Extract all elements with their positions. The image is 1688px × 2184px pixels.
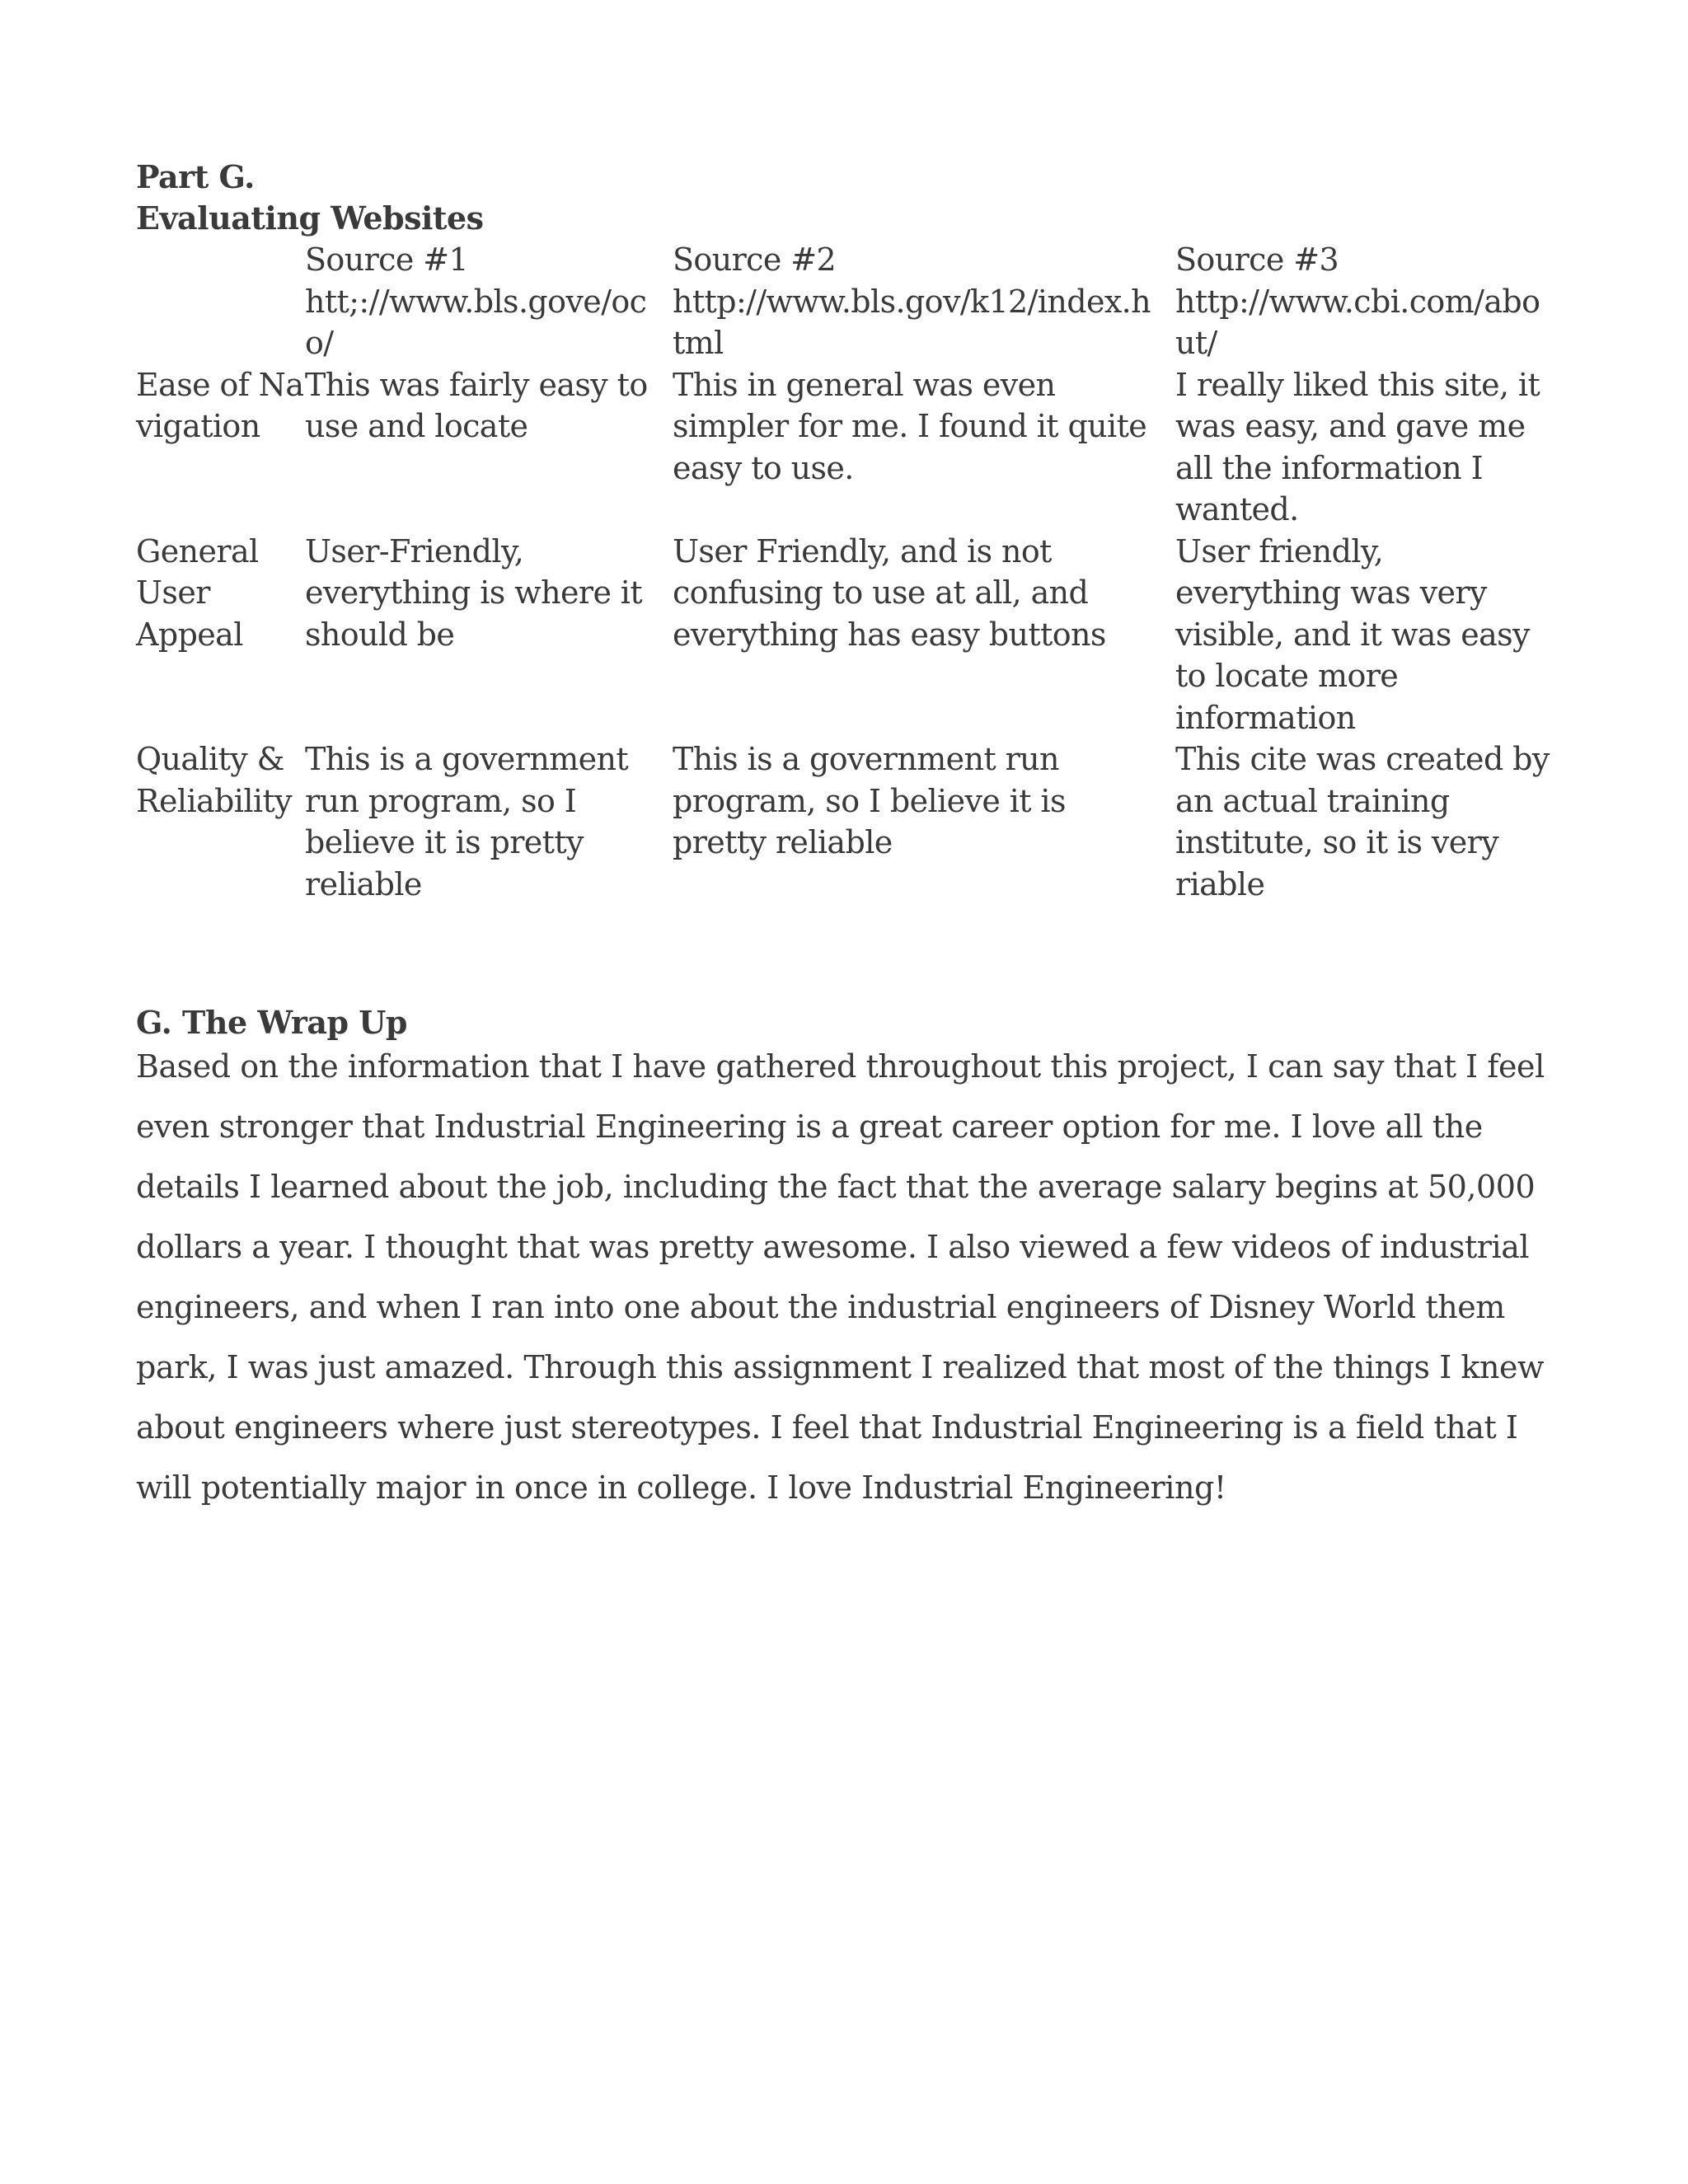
document-page <box>136 157 1554 1518</box>
table-cell <box>673 364 1175 531</box>
cell-text: User-Friendly, everything is where it should be <box>305 532 643 653</box>
cell-text: I really liked this site, it was easy, and gave me all the information I wanted. <box>1175 366 1540 527</box>
source-url: htt;://www.bls.gove/oco/ <box>305 283 647 361</box>
table-cell <box>305 738 673 905</box>
source-label: Source #2 <box>673 241 837 278</box>
source-1-header <box>305 239 673 364</box>
source-url: http://www.bls.gov/k12/index.html <box>673 283 1151 361</box>
table-cell <box>1175 738 1554 905</box>
table-row <box>136 364 1554 531</box>
cell-text: This cite was created by an actual training institute, so it is very riable <box>1175 741 1550 902</box>
row-label <box>136 364 305 531</box>
source-label: Source #3 <box>1175 241 1339 278</box>
row-label <box>136 738 305 905</box>
cell-text: User friendly, everything was very visible, and it was easy to locate more information <box>1175 532 1530 736</box>
website-evaluation-table <box>136 239 1554 905</box>
header-empty-cell <box>136 239 305 364</box>
table-cell <box>673 738 1175 905</box>
table-cell <box>1175 364 1554 531</box>
table-cell <box>673 531 1175 739</box>
row-label <box>136 531 305 739</box>
cell-text: This in general was even simpler for me. I found it quite easy to use. <box>673 366 1147 486</box>
cell-text: User Friendly, and is not confusing to use at all, and everything has easy buttons <box>673 532 1106 653</box>
source-label: Source #1 <box>305 241 469 278</box>
wrap-up-section <box>136 1002 1554 1518</box>
table-cell <box>305 531 673 739</box>
table-row <box>136 738 1554 905</box>
cell-text: This is a government run program, so I believe it is pretty reliable <box>305 741 629 902</box>
row-label-text: General User Appeal <box>136 532 259 653</box>
part-title: Part G. <box>136 158 255 195</box>
section-title: Evaluating Websites <box>136 199 484 237</box>
cell-text: This was fairly easy to use and locate <box>305 366 648 444</box>
wrap-up-title: G. The Wrap Up <box>136 1004 407 1041</box>
table-header-row <box>136 239 1554 364</box>
row-label-text: Quality & Reliability <box>136 741 292 819</box>
row-label-text: Ease of Navigation <box>136 366 304 444</box>
table-row <box>136 531 1554 739</box>
source-3-header <box>1175 239 1554 364</box>
wrap-up-paragraph: Based on the information that I have gathered throughout this project, I can say that I feel even stronger that Industrial Engineering is a great career option for me. I love all the details I learned about the job, including the fact that the average salary begins at 50,000 dollars a year. I thought that was pretty awesome. I also viewed a few videos of industrial engineers, and when I ran into one about the industrial engineers of Disney World them park, I was just amazed. Through this assignment I realized that most of the things I knew about engineers where just stereotypes. I feel that Industrial Engineering is a field that I will potentially major in once in college. I love Industrial Engineering! <box>136 1048 1545 1506</box>
table-cell <box>305 364 673 531</box>
cell-text: This is a government run program, so I believe it is pretty reliable <box>673 741 1066 860</box>
table-cell <box>1175 531 1554 739</box>
source-2-header <box>673 239 1175 364</box>
source-url: http://www.cbi.com/about/ <box>1175 283 1540 361</box>
